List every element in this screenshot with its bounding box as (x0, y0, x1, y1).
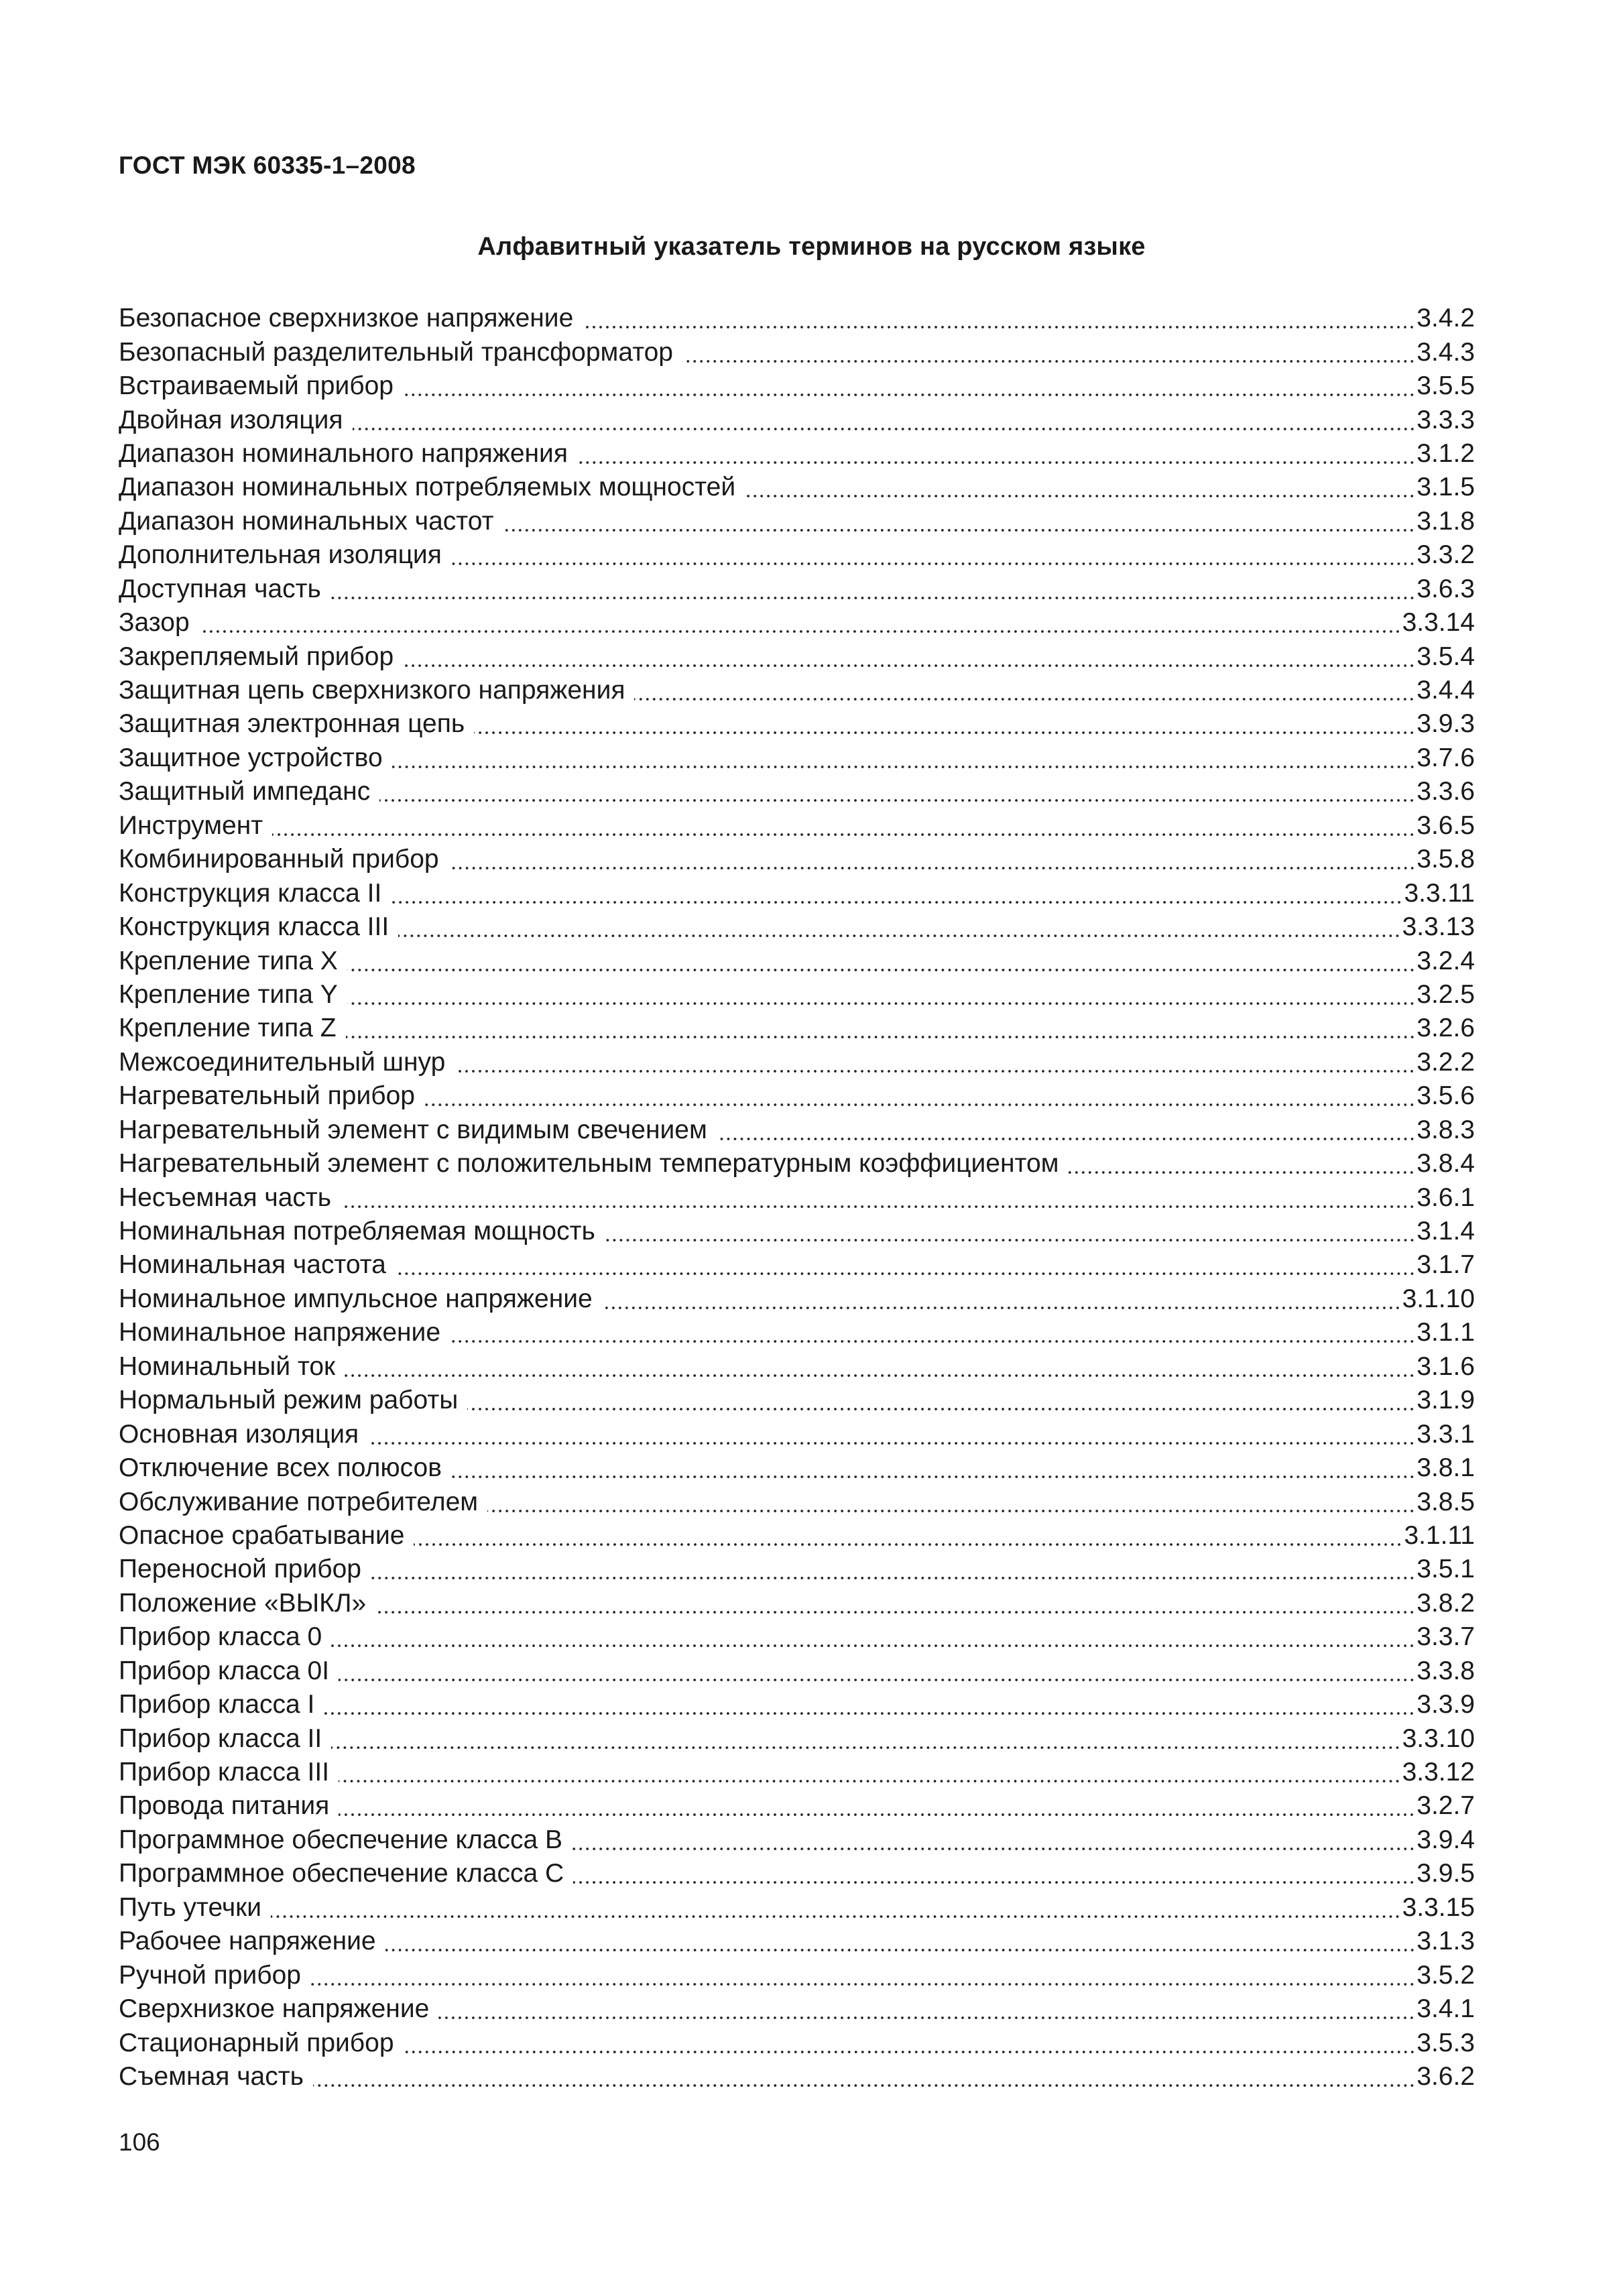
index-entry-term: Защитный импеданс (119, 777, 371, 806)
index-entry-section-ref: 3.3.3 (1417, 405, 1475, 434)
index-entry (119, 335, 1475, 369)
index-entry (119, 775, 1475, 808)
dot-leader (330, 596, 1415, 600)
index-entry (119, 1316, 1475, 1349)
index-entry-term: Прибор класса I (119, 1690, 315, 1719)
index-entry (119, 1147, 1475, 1181)
index-entry (119, 302, 1475, 335)
index-entry (119, 471, 1475, 504)
index-entry-section-ref: 3.3.7 (1417, 1622, 1475, 1652)
index-entry (119, 1417, 1475, 1451)
index-entry (119, 606, 1475, 640)
index-entry (119, 1248, 1475, 1282)
index-entry (119, 538, 1475, 572)
index-entry-term: Несъемная часть (119, 1183, 332, 1212)
dot-leader (403, 664, 1415, 668)
index-entry (119, 640, 1475, 673)
index-entry (119, 674, 1475, 707)
index-entry (119, 1857, 1475, 1890)
dot-leader (379, 798, 1415, 802)
dot-leader (353, 427, 1416, 431)
index-entry-section-ref: 3.2.5 (1417, 979, 1475, 1009)
index-entry-section-ref: 3.3.8 (1417, 1656, 1475, 1685)
index-entry-section-ref: 3.8.1 (1417, 1453, 1475, 1483)
index-entry-term: Провода питания (119, 1791, 330, 1821)
index-entry-section-ref: 3.5.6 (1417, 1081, 1475, 1111)
index-entry-term: Номинальное напряжение (119, 1318, 441, 1347)
index-entry-section-ref: 3.3.1 (1417, 1419, 1475, 1449)
index-entry-section-ref: 3.5.2 (1417, 1960, 1475, 1990)
index-entry-term: Конструкция класса III (119, 912, 389, 942)
index-entry-section-ref: 3.9.3 (1417, 709, 1475, 739)
dot-leader (487, 1509, 1415, 1513)
index-entry (119, 707, 1475, 741)
index-entry (119, 1721, 1475, 1755)
index-entry-term: Закрепляемый прибор (119, 642, 394, 671)
index-entry-term: Программное обеспечение класса B (119, 1825, 563, 1854)
dot-leader (717, 1137, 1415, 1141)
dot-leader (347, 1002, 1415, 1006)
index-entry-term: Комбинированный прибор (119, 845, 439, 874)
index-entry-section-ref: 3.3.12 (1402, 1758, 1475, 1787)
dot-leader (572, 1847, 1415, 1851)
document-standard-header: ГОСТ МЭК 60335-1–2008 (119, 152, 416, 179)
index-entry-term: Прибор класса III (119, 1758, 330, 1787)
index-entry (119, 1789, 1475, 1823)
index-entry-section-ref: 3.8.3 (1417, 1115, 1475, 1144)
index-entry-section-ref: 3.3.10 (1402, 1724, 1475, 1753)
term-index-list (119, 302, 1475, 2094)
index-entry-term: Обслуживание потребителем (119, 1487, 479, 1516)
dot-leader (339, 1813, 1415, 1817)
index-entry-section-ref: 3.6.3 (1417, 574, 1475, 603)
dot-leader (339, 1678, 1415, 1682)
index-entry-section-ref: 3.7.6 (1417, 743, 1475, 772)
dot-leader (331, 1644, 1415, 1648)
dot-leader (474, 731, 1415, 735)
dot-leader (451, 562, 1415, 566)
index-entry (119, 1519, 1475, 1553)
index-entry-section-ref: 3.6.5 (1417, 810, 1475, 840)
index-entry-section-ref: 3.5.1 (1417, 1555, 1475, 1584)
dot-leader (467, 1407, 1415, 1411)
index-entry (119, 2060, 1475, 2094)
index-entry-term: Конструкция класса II (119, 878, 382, 908)
index-entry-section-ref: 3.5.4 (1417, 642, 1475, 671)
index-entry-section-ref: 3.3.11 (1404, 878, 1475, 908)
index-entry-section-ref: 3.1.2 (1417, 438, 1475, 468)
dot-leader (438, 2016, 1415, 2020)
dot-leader (346, 1035, 1416, 1039)
index-entry-term: Прибор класса 0I (119, 1656, 330, 1685)
index-entry-section-ref: 3.3.2 (1417, 540, 1475, 570)
dot-leader (605, 1238, 1415, 1242)
index-entry-term: Прибор класса II (119, 1724, 322, 1753)
index-entry-term: Основная изоляция (119, 1419, 359, 1449)
index-entry-section-ref: 3.9.4 (1417, 1825, 1475, 1854)
index-entry-term: Крепление типа Y (119, 979, 338, 1009)
index-entry-section-ref: 3.9.5 (1417, 1859, 1475, 1888)
index-entry-term: Доступная часть (119, 574, 321, 603)
index-entry-section-ref: 3.1.5 (1417, 473, 1475, 502)
index-entry (119, 1958, 1475, 1992)
index-entry (119, 1181, 1475, 1214)
index-entry-term: Защитная электронная цепь (119, 709, 465, 739)
index-entry (119, 505, 1475, 538)
index-entry (119, 978, 1475, 1012)
dot-leader (602, 1306, 1401, 1310)
index-entry (119, 572, 1475, 606)
index-entry (119, 1012, 1475, 1045)
index-entry-section-ref: 3.6.1 (1417, 1183, 1475, 1212)
index-entry-term: Двойная изоляция (119, 405, 343, 434)
index-entry-term: Безопасное сверхнизкое напряжение (119, 304, 574, 333)
index-entry-section-ref: 3.5.3 (1417, 2028, 1475, 2057)
index-entry (119, 1756, 1475, 1789)
dot-leader (503, 528, 1415, 532)
index-entry (119, 1620, 1475, 1654)
index-entry-term: Отключение всех полюсов (119, 1453, 442, 1483)
index-entry-section-ref: 3.5.5 (1417, 371, 1475, 401)
index-entry-term: Диапазон номинального напряжения (119, 438, 568, 468)
dot-leader (634, 697, 1415, 701)
index-entry-term: Рабочее напряжение (119, 1927, 376, 1956)
index-entry-term: Прибор класса 0 (119, 1622, 322, 1652)
index-entry (119, 843, 1475, 876)
index-entry-term: Опасное срабатывание (119, 1520, 405, 1550)
index-entry (119, 403, 1475, 436)
dot-leader (392, 765, 1416, 769)
dot-leader (577, 461, 1415, 465)
dot-leader (583, 325, 1415, 329)
index-entry (119, 944, 1475, 977)
index-entry-section-ref: 3.2.2 (1417, 1047, 1475, 1077)
index-entry-section-ref: 3.1.7 (1417, 1250, 1475, 1280)
index-entry (119, 1451, 1475, 1485)
dot-leader (324, 1711, 1415, 1715)
index-entry-section-ref: 3.5.8 (1417, 845, 1475, 874)
index-entry-term: Нагревательный элемент с положительным температурным коэффициентом (119, 1149, 1059, 1179)
dot-leader (385, 1948, 1416, 1952)
index-entry (119, 1485, 1475, 1518)
index-entry-section-ref: 3.6.2 (1417, 2061, 1475, 2091)
index-entry (119, 437, 1475, 471)
dot-leader (451, 1475, 1415, 1479)
index-entry (119, 1654, 1475, 1688)
index-entry-section-ref: 3.3.15 (1402, 1892, 1475, 1922)
index-entry (119, 1350, 1475, 1384)
dot-leader (347, 968, 1415, 972)
index-entry-term: Номинальный ток (119, 1351, 336, 1381)
index-entry (119, 741, 1475, 775)
dot-leader (450, 1339, 1415, 1343)
dot-leader (414, 1543, 1402, 1547)
dot-leader (404, 2050, 1416, 2054)
index-entry (119, 876, 1475, 910)
index-entry-section-ref: 3.2.6 (1417, 1014, 1475, 1043)
index-entry-section-ref: 3.1.8 (1417, 506, 1475, 536)
index-entry-section-ref: 3.3.13 (1402, 912, 1475, 942)
dot-leader (448, 866, 1416, 870)
index-entry-term: Безопасный разделительный трансформатор (119, 337, 673, 367)
index-entry-section-ref: 3.1.10 (1402, 1284, 1475, 1313)
index-entry-term: Ручной прибор (119, 1960, 301, 1990)
dot-leader (455, 1069, 1415, 1073)
index-entry-term: Защитная цепь сверхнизкого напряжения (119, 676, 625, 705)
dot-leader (272, 833, 1415, 837)
index-entry-term: Инструмент (119, 810, 263, 840)
index-entry (119, 1282, 1475, 1316)
index-entry-term: Съемная часть (119, 2061, 304, 2091)
index-entry-section-ref: 3.4.1 (1417, 1994, 1475, 2024)
index-entry-term: Номинальное импульсное напряжение (119, 1284, 593, 1313)
index-entry-section-ref: 3.8.4 (1417, 1149, 1475, 1179)
dot-leader (331, 1746, 1400, 1750)
index-entry-section-ref: 3.3.9 (1417, 1690, 1475, 1719)
dot-leader (345, 1374, 1415, 1378)
index-entry-section-ref: 3.4.3 (1417, 337, 1475, 367)
index-entry-term: Межсоединительный шнур (119, 1047, 446, 1077)
dot-leader (391, 900, 1402, 904)
index-entry-section-ref: 3.1.9 (1417, 1386, 1475, 1415)
index-entry-term: Путь утечки (119, 1892, 262, 1922)
index-entry-term: Сверхнизкое напряжение (119, 1994, 430, 2024)
index-entry (119, 1891, 1475, 1925)
dot-leader (371, 1576, 1415, 1580)
index-entry-section-ref: 3.1.11 (1404, 1520, 1475, 1550)
index-entry (119, 1688, 1475, 1721)
index-entry-section-ref: 3.2.4 (1417, 946, 1475, 975)
index-entry (119, 809, 1475, 843)
dot-leader (271, 1915, 1401, 1919)
index-entry-term: Номинальная частота (119, 1250, 386, 1280)
index-entry-term: Нагревательный прибор (119, 1081, 415, 1111)
index-entry-term: Защитное устройство (119, 743, 383, 772)
index-entry (119, 1553, 1475, 1586)
index-entry-term: Дополнительная изоляция (119, 540, 442, 570)
dot-leader (375, 1610, 1415, 1614)
index-entry-term: Стационарный прибор (119, 2028, 394, 2057)
index-entry-term: Переносной прибор (119, 1555, 361, 1584)
index-entry (119, 910, 1475, 944)
index-entry-section-ref: 3.3.6 (1417, 777, 1475, 806)
index-entry-term: Крепление типа X (119, 946, 338, 975)
index-entry (119, 1079, 1475, 1113)
index-entry-section-ref: 3.4.4 (1417, 676, 1475, 705)
index-title: Алфавитный указатель терминов на русском языке (477, 233, 1146, 261)
dot-leader (682, 359, 1415, 363)
index-entry-section-ref: 3.1.1 (1417, 1318, 1475, 1347)
index-entry-section-ref: 3.8.2 (1417, 1588, 1475, 1618)
dot-leader (368, 1441, 1415, 1445)
index-entry (119, 1587, 1475, 1620)
dot-leader (199, 629, 1401, 633)
index-entry (119, 369, 1475, 403)
dot-leader (745, 494, 1415, 498)
index-entry-section-ref: 3.1.6 (1417, 1351, 1475, 1381)
index-entry-term: Крепление типа Z (119, 1014, 337, 1043)
index-entry (119, 1384, 1475, 1417)
index-entry-term: Нагревательный элемент с видимым свечением (119, 1115, 707, 1144)
index-entry (119, 1215, 1475, 1248)
index-entry-term: Диапазон номинальных потребляемых мощностей (119, 473, 736, 502)
page-number: 106 (119, 2128, 160, 2156)
index-entry-section-ref: 3.1.3 (1417, 1927, 1475, 1956)
dot-leader (313, 2083, 1415, 2088)
dot-leader (573, 1880, 1415, 1884)
index-entry (119, 1823, 1475, 1857)
dot-leader (403, 393, 1415, 397)
dot-leader (341, 1205, 1415, 1209)
dot-leader (1068, 1170, 1415, 1174)
index-entry-section-ref: 3.8.5 (1417, 1487, 1475, 1516)
index-entry-section-ref: 3.4.2 (1417, 304, 1475, 333)
index-entry-term: Программное обеспечение класса C (119, 1859, 564, 1888)
index-entry (119, 1992, 1475, 2026)
index-entry (119, 1113, 1475, 1147)
index-entry-term: Нормальный режим работы (119, 1386, 459, 1415)
index-entry (119, 2026, 1475, 2059)
dot-leader (424, 1103, 1415, 1107)
index-entry (119, 1046, 1475, 1079)
dot-leader (398, 934, 1400, 938)
dot-leader (396, 1272, 1415, 1276)
index-entry-term: Диапазон номинальных частот (119, 506, 494, 536)
index-entry-term: Встраиваемый прибор (119, 371, 394, 401)
index-entry (119, 1925, 1475, 1958)
index-entry-term: Зазор (119, 608, 190, 638)
index-entry-term: Номинальная потребляемая мощность (119, 1217, 595, 1246)
dot-leader (339, 1779, 1401, 1783)
index-entry-section-ref: 3.3.14 (1402, 608, 1475, 638)
index-entry-section-ref: 3.2.7 (1417, 1791, 1475, 1821)
dot-leader (310, 1982, 1415, 1986)
index-entry-term: Положение «ВЫКЛ» (119, 1588, 367, 1618)
index-entry-section-ref: 3.1.4 (1417, 1217, 1475, 1246)
